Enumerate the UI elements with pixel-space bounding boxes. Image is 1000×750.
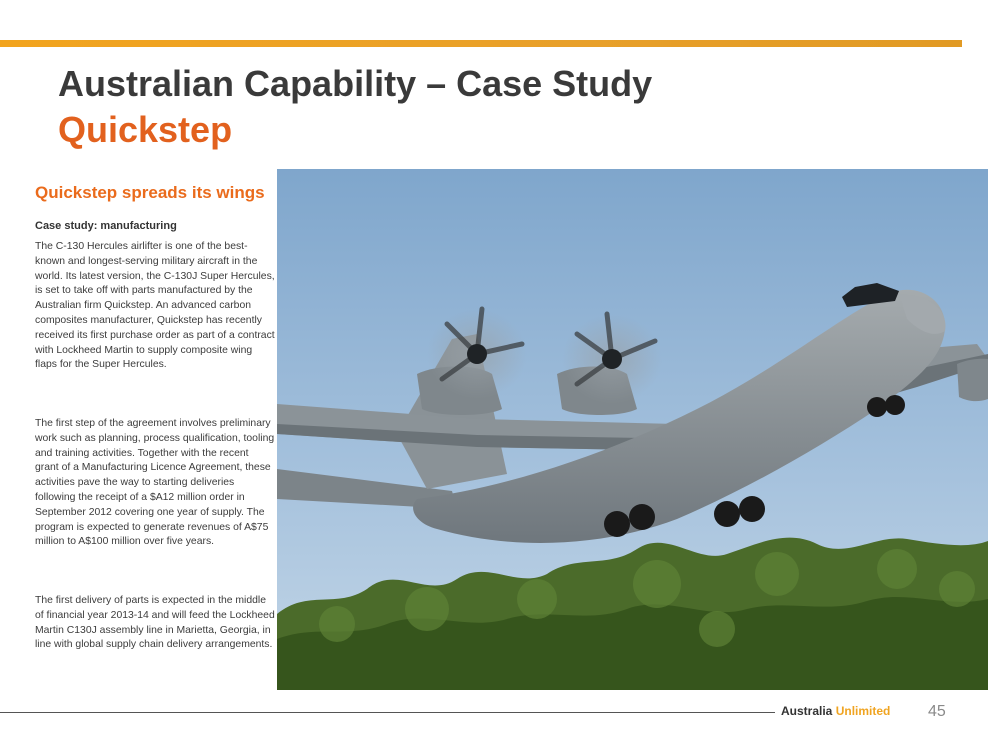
footer-brand <box>781 704 890 718</box>
slide-subtitle: Quickstep <box>58 109 233 150</box>
brand-unlimited: Unlimited <box>835 704 891 718</box>
slide-title: Australian Capability – Case Study <box>58 63 653 104</box>
page-number: 45 <box>928 703 946 720</box>
article-paragraph-1: The C-130 Hercules airlifter is one of the best-known and longest-serving military aircraft in the world. Its latest version, the C-130J Super Hercules, is set to take off with parts manufactured by the Australian firm Quickstep. An advanced carbon composites manufacturer, Quickstep has recently received its first purchase order as part of a contract with Lockheed Martin to supply composite wing flaps for the Super Hercules. <box>35 241 275 371</box>
brand-australia: Australia <box>781 704 833 718</box>
footer-divider <box>0 712 775 713</box>
case-study-label: Case study: manufacturing <box>35 220 177 232</box>
header-accent-bar <box>0 40 962 47</box>
article-paragraph-2: The first step of the agreement involves preliminary work such as planning, process qualification, tooling and training activities. Together with the recent grant of a Manufacturing Licence Agreement, these activities pave the way to starting deliveries following the receipt of a $A12 million order in September 2012 covering one year of supply. The program is expected to generate revenues of A$75 million to A$100 million over five years. <box>35 418 275 548</box>
article-panel <box>13 169 277 690</box>
article-heading: Quickstep spreads its wings <box>35 183 265 202</box>
aircraft-photo <box>277 169 988 690</box>
article-paragraph-3: The first delivery of parts is expected in the middle of financial year 2013-14 and will feed the Lockheed Martin C130J assembly line in Marietta, Georgia, in line with global supply chain delivery arrangements. <box>35 595 275 651</box>
